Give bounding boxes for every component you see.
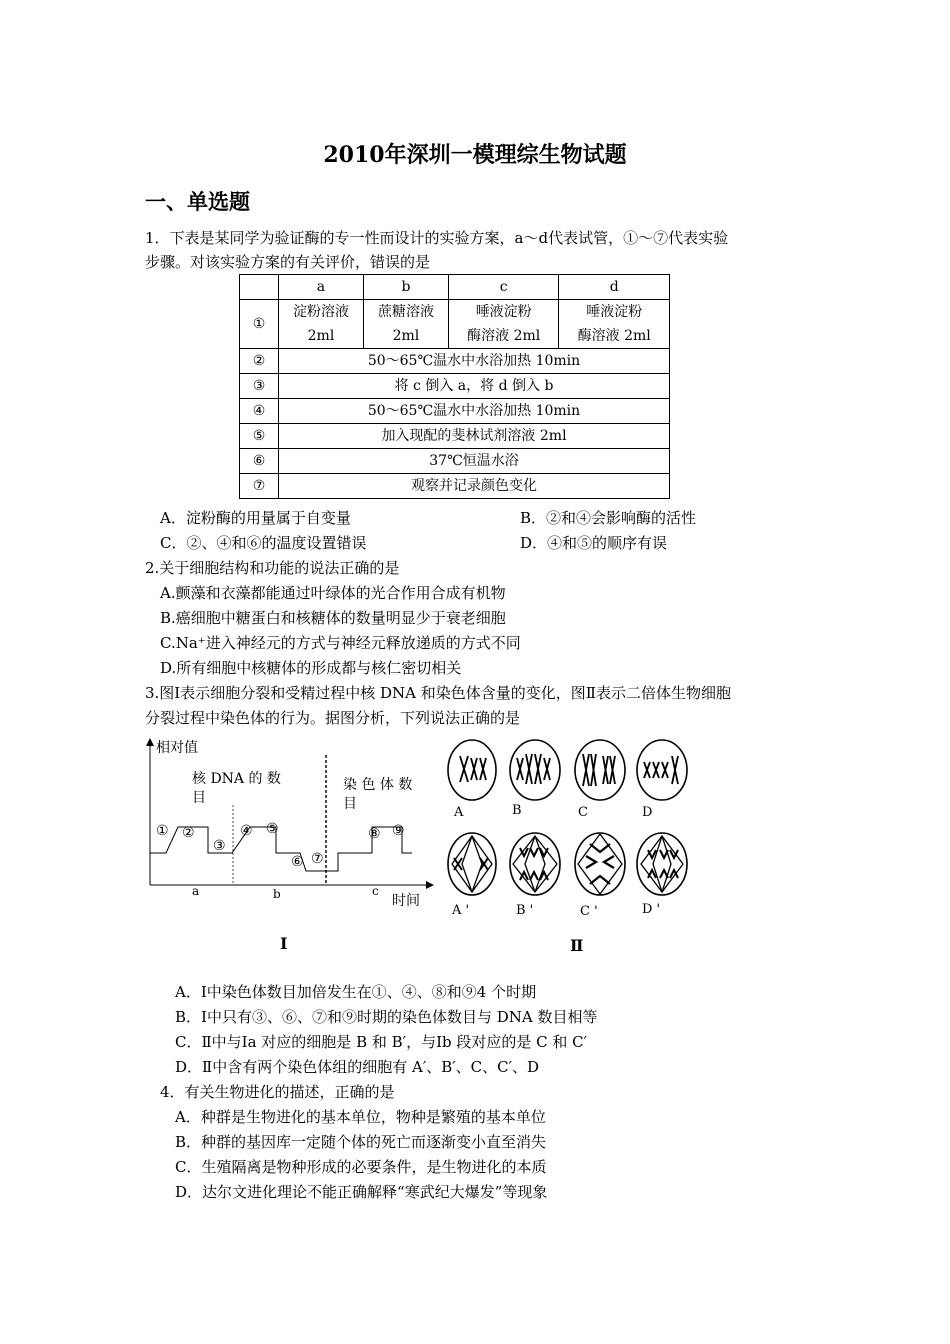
- cell-label: D: [642, 805, 653, 820]
- cell-label: A: [454, 805, 464, 820]
- figure-2-caption: Ⅱ: [570, 936, 584, 955]
- cell-d: [637, 740, 687, 800]
- stage-marker: ③: [213, 838, 226, 854]
- q4-option-c: C．生殖隔离是物种形成的必要条件，是生物进化的本质: [175, 1158, 547, 1176]
- cell-line: 蔗糖溶液: [377, 304, 434, 320]
- chromosome-label-line2: 目: [343, 796, 357, 812]
- cell-label: B ': [516, 903, 534, 918]
- q2-option-c: C.Na⁺进入神经元的方式与神经元释放递质的方式不同: [160, 634, 521, 652]
- stage-marker: ⑤: [266, 821, 279, 837]
- step-label: ①: [240, 300, 279, 349]
- step-label: ②: [240, 349, 279, 374]
- segment-label: b: [273, 887, 281, 901]
- dna-label-line2: 目: [192, 790, 206, 806]
- q1-stem-line1: 1．下表是某同学为验证酶的专一性而设计的实验方案，a～d代表试管，①～⑦代表实验: [145, 229, 729, 247]
- segment-label: c: [372, 884, 379, 898]
- step-label: ③: [240, 374, 279, 399]
- q3-option-d: D．Ⅱ中含有两个染色体组的细胞有 A′、B′、C、C′、D: [175, 1058, 540, 1076]
- table-header-cell: c: [448, 275, 559, 300]
- page-title: 2010年深圳一模理综生物试题: [323, 142, 627, 168]
- table-cell: [559, 300, 670, 349]
- cell-a: [448, 740, 496, 800]
- cell-line: 酶溶液 2ml: [577, 328, 651, 344]
- cell-label: D ': [642, 902, 661, 917]
- cell-c: [575, 740, 625, 800]
- stage-marker: ④: [240, 823, 253, 839]
- q4-option-d: D．达尔文进化理论不能正确解释“寒武纪大爆发”等现象: [175, 1183, 548, 1201]
- q1-option-c: C．②、④和⑥的温度设置错误: [160, 534, 367, 552]
- cell-line: 唾液淀粉: [475, 304, 532, 320]
- table-cell: [363, 300, 448, 349]
- stage-marker: ②: [182, 825, 195, 841]
- stage-marker: ⑦: [311, 851, 324, 867]
- step-text: 50～65℃温水中水浴加热 10min: [279, 399, 670, 424]
- stage-marker: ⑨: [392, 823, 405, 839]
- q2-option-d: D.所有细胞中核糖体的形成都与核仁密切相关: [160, 659, 462, 677]
- q1-option-a: A．淀粉酶的用量属于自变量: [160, 509, 351, 527]
- cell-line: 2ml: [392, 328, 420, 344]
- experiment-table: [239, 274, 670, 499]
- table-header-row: [240, 275, 670, 300]
- y-axis-label: 相对值: [156, 740, 198, 756]
- cell-label: B: [512, 803, 522, 818]
- table-row: [240, 399, 670, 424]
- q1-option-d: D．④和⑤的顺序有误: [520, 534, 668, 552]
- cell-line: 唾液淀粉: [586, 304, 643, 320]
- step-text: 观察并记录颜色变化: [279, 474, 670, 499]
- q2-option-a: A.颤藻和衣藻都能通过叶绿体的光合作用合成有机物: [160, 584, 506, 602]
- cell-label: A ': [452, 903, 470, 918]
- stage-marker: ①: [156, 823, 169, 839]
- cell-d-prime: [637, 833, 687, 895]
- table-row: [240, 300, 670, 349]
- q4-option-b: B．种群的基因库一定随个体的死亡而逐渐变小直至消失: [175, 1133, 547, 1151]
- table-row: [240, 474, 670, 499]
- step-label: ⑥: [240, 449, 279, 474]
- step-text: 50～65℃温水中水浴加热 10min: [279, 349, 670, 374]
- cell-b-prime: [510, 833, 560, 895]
- q3-stem-line1: 3.图Ⅰ表示细胞分裂和受精过程中核 DNA 和染色体含量的变化，图Ⅱ表示二倍体生物细胞: [145, 684, 731, 702]
- stage-marker: ⑥: [291, 854, 304, 870]
- chromosome-label-line1: 染 色 体 数: [343, 777, 413, 793]
- table-row: [240, 374, 670, 399]
- table-header-cell: a: [279, 275, 364, 300]
- q2-option-b: B.癌细胞中糖蛋白和核糖体的数量明显少于衰老细胞: [160, 609, 506, 627]
- q1-stem-line2: 步骤。对该实验方案的有关评价，错误的是: [145, 253, 431, 271]
- q3-option-a: A．Ⅰ中染色体数目加倍发生在①、④、⑧和⑨4 个时期: [175, 983, 537, 1001]
- figure-1-caption: Ⅰ: [280, 934, 288, 953]
- table-cell: [448, 300, 559, 349]
- step-text: 37℃恒温水浴: [279, 449, 670, 474]
- step-label: ⑦: [240, 474, 279, 499]
- cell-b: [510, 740, 560, 800]
- q1-option-b: B．②和④会影响酶的活性: [520, 509, 697, 527]
- section-heading: 一、单选题: [145, 189, 250, 214]
- cell-c-prime: [575, 833, 625, 895]
- x-axis-label: 时间: [392, 893, 420, 909]
- table-corner-cell: [240, 275, 279, 300]
- dna-label-line1: 核 DNA 的 数: [192, 771, 281, 787]
- q2-stem: 2.关于细胞结构和功能的说法正确的是: [145, 559, 400, 577]
- cell-line: 2ml: [307, 328, 335, 344]
- stage-marker: ⑧: [368, 826, 381, 842]
- cell-line: 淀粉溶液: [292, 304, 349, 320]
- table-row: [240, 349, 670, 374]
- table-cell: [279, 300, 364, 349]
- table-header-cell: b: [363, 275, 448, 300]
- segment-label: a: [192, 884, 200, 898]
- cell-a-prime: [448, 833, 496, 895]
- table-header-cell: d: [559, 275, 670, 300]
- step-label: ④: [240, 399, 279, 424]
- cell-line: 酶溶液 2ml: [467, 328, 541, 344]
- figure-1-graph: [140, 735, 440, 965]
- cell-label: C: [578, 805, 588, 820]
- q3-option-b: B．Ⅰ中只有③、⑥、⑦和⑨时期的染色体数目与 DNA 数目相等: [175, 1008, 598, 1026]
- step-label: ⑤: [240, 424, 279, 449]
- table-row: [240, 449, 670, 474]
- step-text: 加入现配的斐林试剂溶液 2ml: [279, 424, 670, 449]
- cell-label: C ': [580, 904, 598, 919]
- figure-2-cells: [440, 730, 710, 965]
- step-text: 将 c 倒入 a，将 d 倒入 b: [279, 374, 670, 399]
- q3-stem-line2: 分裂过程中染色体的行为。据图分析，下列说法正确的是: [145, 709, 521, 727]
- q4-option-a: A．种群是生物进化的基本单位，物种是繁殖的基本单位: [175, 1108, 546, 1126]
- q4-stem: 4．有关生物进化的描述，正确的是: [160, 1083, 395, 1101]
- table-row: [240, 424, 670, 449]
- q3-option-c: C．Ⅱ中与Ⅰa 对应的细胞是 B 和 B′，与Ⅰb 段对应的是 C 和 C′: [175, 1033, 588, 1051]
